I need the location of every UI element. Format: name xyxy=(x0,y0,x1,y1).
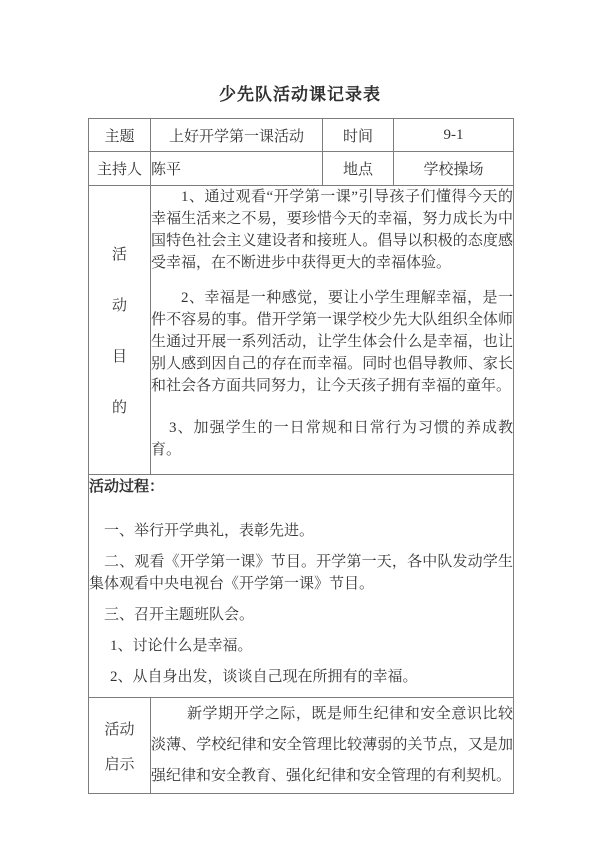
purpose-paragraph-3: 3、加强学生的一日常规和日常行为习惯的养成教育。 xyxy=(151,420,513,458)
purpose-row xyxy=(89,186,514,475)
process-item-1: 一、举行开学典礼，表彰先进。 xyxy=(104,522,315,539)
time-value: 9-1 xyxy=(394,119,514,152)
process-item-3: 三、召开主题班队会。 xyxy=(104,606,255,623)
theme-label: 主题 xyxy=(89,119,151,152)
purpose-label-cell xyxy=(89,186,151,475)
host-value: 陈平 xyxy=(151,152,323,186)
purpose-paragraph-1: 1、通过观看“开学第一课”引导孩子们懂得今天的幸福生活来之不易，要珍惜今天的幸福，努力成长为中国特色社会主义建设者和接班人。倡导以积极的态度感受幸福，在不断进步中获得更大的幸福体验。 xyxy=(151,189,513,271)
info-row-2 xyxy=(89,152,514,186)
process-subitem-1: 1、讨论什么是幸福。 xyxy=(110,637,253,654)
purpose-content-cell xyxy=(151,186,514,475)
theme-value: 上好开学第一课活动 xyxy=(151,119,323,152)
time-label: 时间 xyxy=(323,119,394,152)
info-row-1 xyxy=(89,119,514,152)
purpose-label-char: 活 xyxy=(111,247,127,263)
process-subitem-2: 2、从自身出发，谈谈自己现在所拥有的幸福。 xyxy=(110,668,418,685)
process-row xyxy=(89,475,514,698)
place-label: 地点 xyxy=(323,152,394,186)
revelation-vertical-label xyxy=(89,718,150,774)
purpose-label-char: 动 xyxy=(111,298,127,314)
revelation-label-line: 活动 xyxy=(104,721,135,738)
process-content-cell xyxy=(89,475,514,698)
purpose-vertical-label xyxy=(89,243,150,417)
place-value: 学校操场 xyxy=(394,152,514,186)
purpose-label-char: 的 xyxy=(111,400,127,416)
purpose-paragraph-2: 2、幸福是一种感觉，要让小学生理解幸福，是一件不容易的事。借开学第一课学校少先大队组织全体师生通过开展一系列活动，让学生体会什么是幸福，也让别人感到因自己的存在而幸福。同时也倡导教师、家长和社会各方面共同努力，让今天孩子拥有幸福的童年。 xyxy=(151,290,513,394)
revelation-content-cell xyxy=(151,698,514,794)
process-heading: 活动过程： xyxy=(89,478,165,495)
page-title: 少先队活动课记录表 xyxy=(219,85,381,104)
purpose-label-char: 目 xyxy=(111,349,127,365)
host-label: 主持人 xyxy=(89,152,151,186)
record-table xyxy=(88,118,514,794)
revelation-row xyxy=(89,698,514,794)
revelation-label-cell xyxy=(89,698,151,794)
revelation-label-line: 启示 xyxy=(104,756,135,773)
revelation-text: 新学期开学之际，既是师生纪律和安全意识比较淡薄、学校纪律和安全管理比较薄弱的关节点，又是加强纪律和安全教育、强化纪律和安全管理的有利契机。 xyxy=(151,706,513,784)
process-item-2: 二、观看《开学第一课》节目。开学第一天，各中队发动学生集体观看中央电视台《开学第一课》节目。 xyxy=(89,553,513,592)
